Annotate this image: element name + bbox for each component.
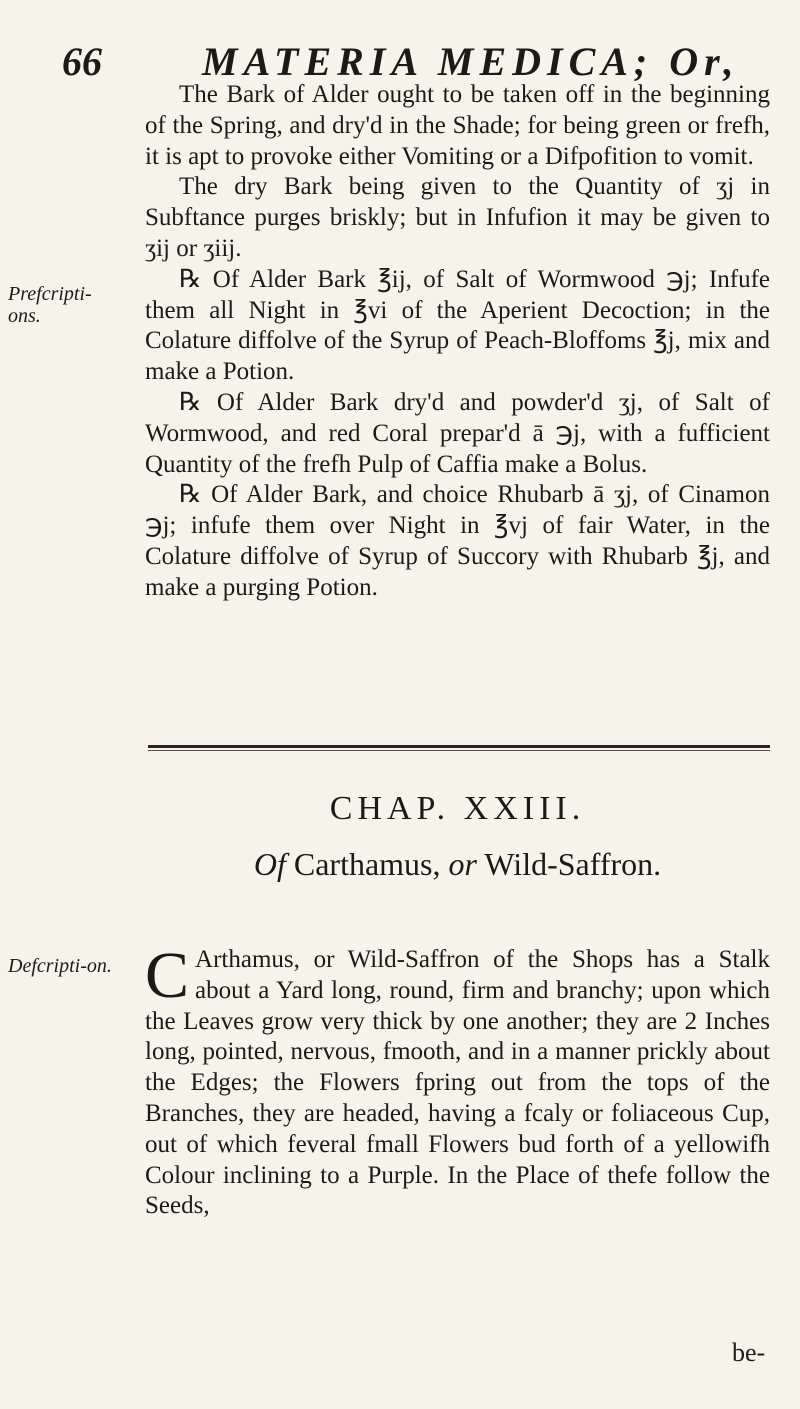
margin-note-description: Defcripti-on. — [8, 955, 112, 977]
carthamus-section — [145, 939, 770, 1222]
paragraph: The Bark of Alder ought to be taken off in the beginning of the Spring, and dry'd in the Shade; for being green or frefh, it is apt to provoke either Vomiting or a Difpofition to vomit. — [145, 81, 770, 170]
page-number: 66 — [62, 39, 102, 84]
recipe-paragraph: ℞ Of Alder Bark ℥ij, of Salt of Wormwood ℈j; Infufe them all Night in ℥vi of the Aperient Decoction; in the Colature diffolve of the Syrup of Peach-Bloffoms ℥j, mix and make a Potion. — [145, 265, 770, 386]
chapter-alt-name: Wild-Saffron. — [484, 846, 662, 882]
paragraph: Arthamus, or Wild-Saffron of the Shops has a Stalk about a Yard long, round, firm and branchy; upon which the Leaves grow very thick by one another; they are 2 Inches long, pointed, nervous, fmooth, and in a manner prickly about the Edges; the Flowers fpring out from the tops of the Branches, they are headed, having a fcaly or foliaceous Cup, out of which feveral fmall Flowers bud forth of a yellowifh Colour inclining to a Purple. In the Place of thefe follow the Seeds, — [145, 946, 770, 1220]
chapter-title — [145, 846, 770, 883]
catchword: be- — [732, 1338, 766, 1367]
recipe-paragraph: ℞ Of Alder Bark, and choice Rhubarb ā ʒj, of Cinamon ℈j; infufe them over Night in ℥vj of fair Water, in the Colature diffolve of Syrup of Succory with Rhubarb ℥j, and make a purging Potion. — [145, 481, 770, 601]
paragraph: The dry Bark being given to the Quantity of ʒj in Subftance purges briskly; but in Infufion it may be given to ʒij or ʒiij. — [145, 173, 770, 262]
chapter-of: Of — [253, 846, 286, 882]
recipe-paragraph: ℞ Of Alder Bark dry'd and powder'd ʒj, of Salt of Wormwood, and red Coral prepar'd ā ℈j, with a fufficient Quantity of the frefh Pulp of Caffia make a Bolus. — [145, 388, 770, 478]
section-rule — [148, 745, 770, 748]
chapter-heading: CHAP. XXIII. — [329, 790, 586, 827]
running-head: MATERIA MEDICA; Or, — [202, 39, 740, 84]
drop-cap: C — [145, 939, 190, 1012]
chapter-name: Carthamus, — [293, 846, 441, 882]
alder-section — [145, 80, 770, 604]
margin-note-prescriptions: Prefcripti-ons. — [8, 283, 92, 327]
section-rule-thin — [148, 750, 770, 751]
chapter-or: or — [448, 846, 477, 882]
